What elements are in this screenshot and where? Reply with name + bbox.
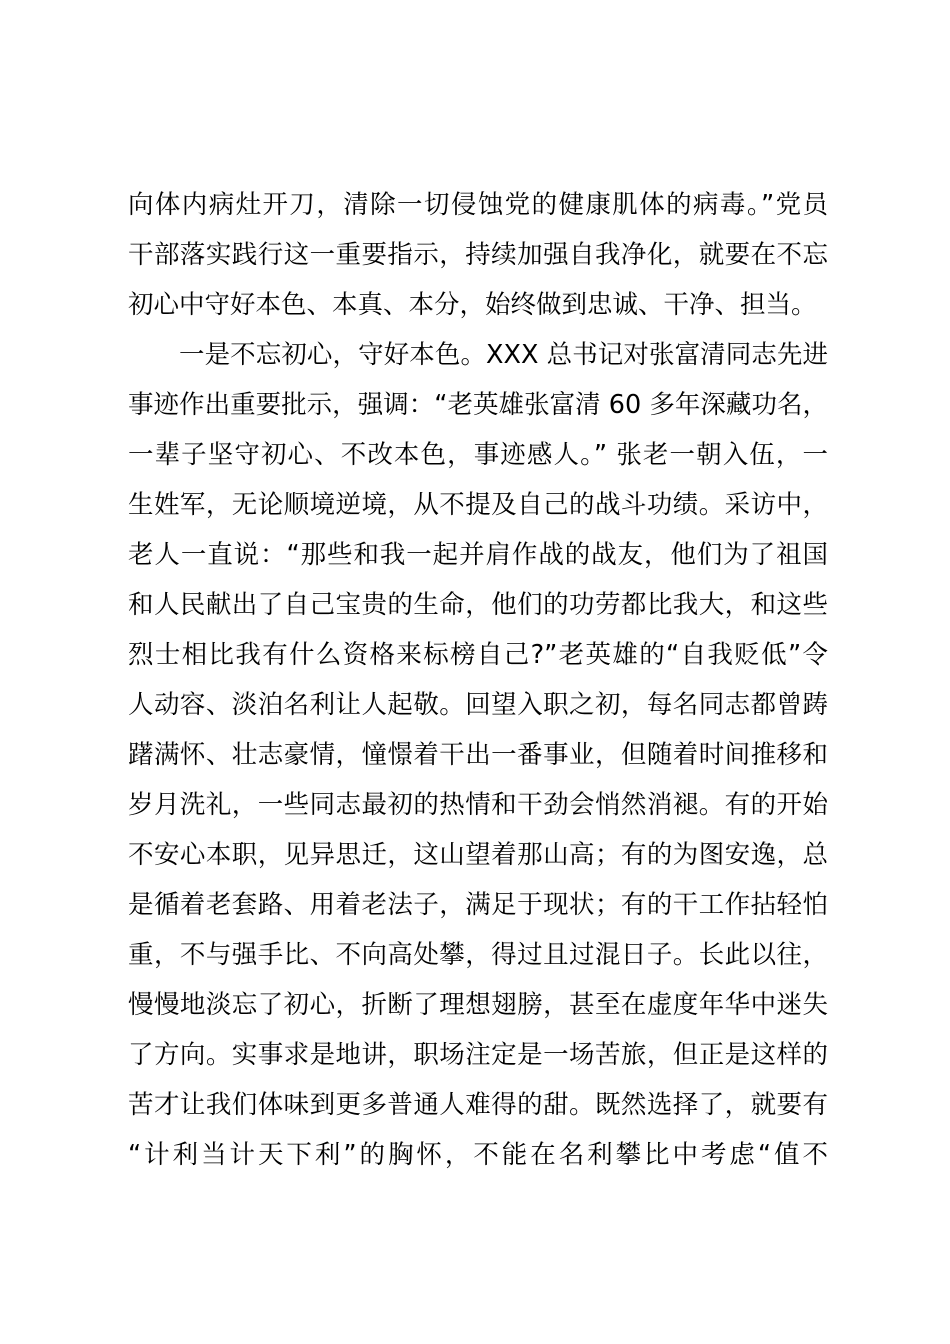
text-line: 事迹作出重要批示，强调：“老英雄张富清 60 多年深藏功名， bbox=[128, 390, 828, 420]
text-line: 是循着老套路、用着老法子，满足于现状；有的干工作拈轻怕 bbox=[128, 890, 828, 920]
text-line: 生姓军，无论顺境逆境，从不提及自己的战斗功绩。采访中， bbox=[128, 490, 828, 520]
text-line: 和人民献出了自己宝贵的生命，他们的功劳都比我大，和这些 bbox=[128, 590, 828, 620]
paragraph-1 bbox=[128, 180, 828, 330]
text-line: 初心中守好本色、本真、本分，始终做到忠诚、干净、担当。 bbox=[128, 290, 817, 320]
text-line: 向体内病灶开刀，清除一切侵蚀党的健康肌体的病毒。”党员 bbox=[128, 190, 828, 220]
text-line: 苦才让我们体味到更多普通人难得的甜。既然选择了，就要有 bbox=[128, 1090, 828, 1120]
text-line: 慢慢地淡忘了初心，折断了理想翅膀，甚至在虚度年华中迷失 bbox=[128, 990, 828, 1020]
text-line: 了方向。实事求是地讲，职场注定是一场苦旅，但正是这样的 bbox=[128, 1040, 828, 1070]
text-line: 烈士相比我有什么资格来标榜自己?”老英雄的“自我贬低”令 bbox=[128, 640, 828, 670]
text-line: 干部落实践行这一重要指示，持续加强自我净化，就要在不忘 bbox=[128, 240, 828, 270]
text-line: 老人一直说：“那些和我一起并肩作战的战友，他们为了祖国 bbox=[128, 540, 828, 570]
paragraph-2 bbox=[128, 330, 828, 1180]
text-line: 岁月洗礼，一些同志最初的热情和干劲会悄然消褪。有的开始 bbox=[128, 790, 828, 820]
text-line: 不安心本职，见异思迁，这山望着那山高；有的为图安逸，总 bbox=[128, 840, 828, 870]
body-text bbox=[128, 180, 828, 1180]
text-line: 一是不忘初心，守好本色。XXX 总书记对张富清同志先进 bbox=[179, 340, 828, 370]
text-line: 重，不与强手比、不向高处攀，得过且过混日子。长此以往， bbox=[128, 940, 828, 970]
text-line: 一辈子坚守初心、不改本色，事迹感人。” 张老一朝入伍，一 bbox=[128, 440, 828, 470]
text-line: 人动容、淡泊名利让人起敬。回望入职之初，每名同志都曾踌 bbox=[128, 690, 828, 720]
text-line: 躇满怀、壮志豪情，憧憬着干出一番事业，但随着时间推移和 bbox=[128, 740, 828, 770]
text-line: “计利当计天下利”的胸怀，不能在名利攀比中考虑“值不 bbox=[128, 1140, 828, 1170]
